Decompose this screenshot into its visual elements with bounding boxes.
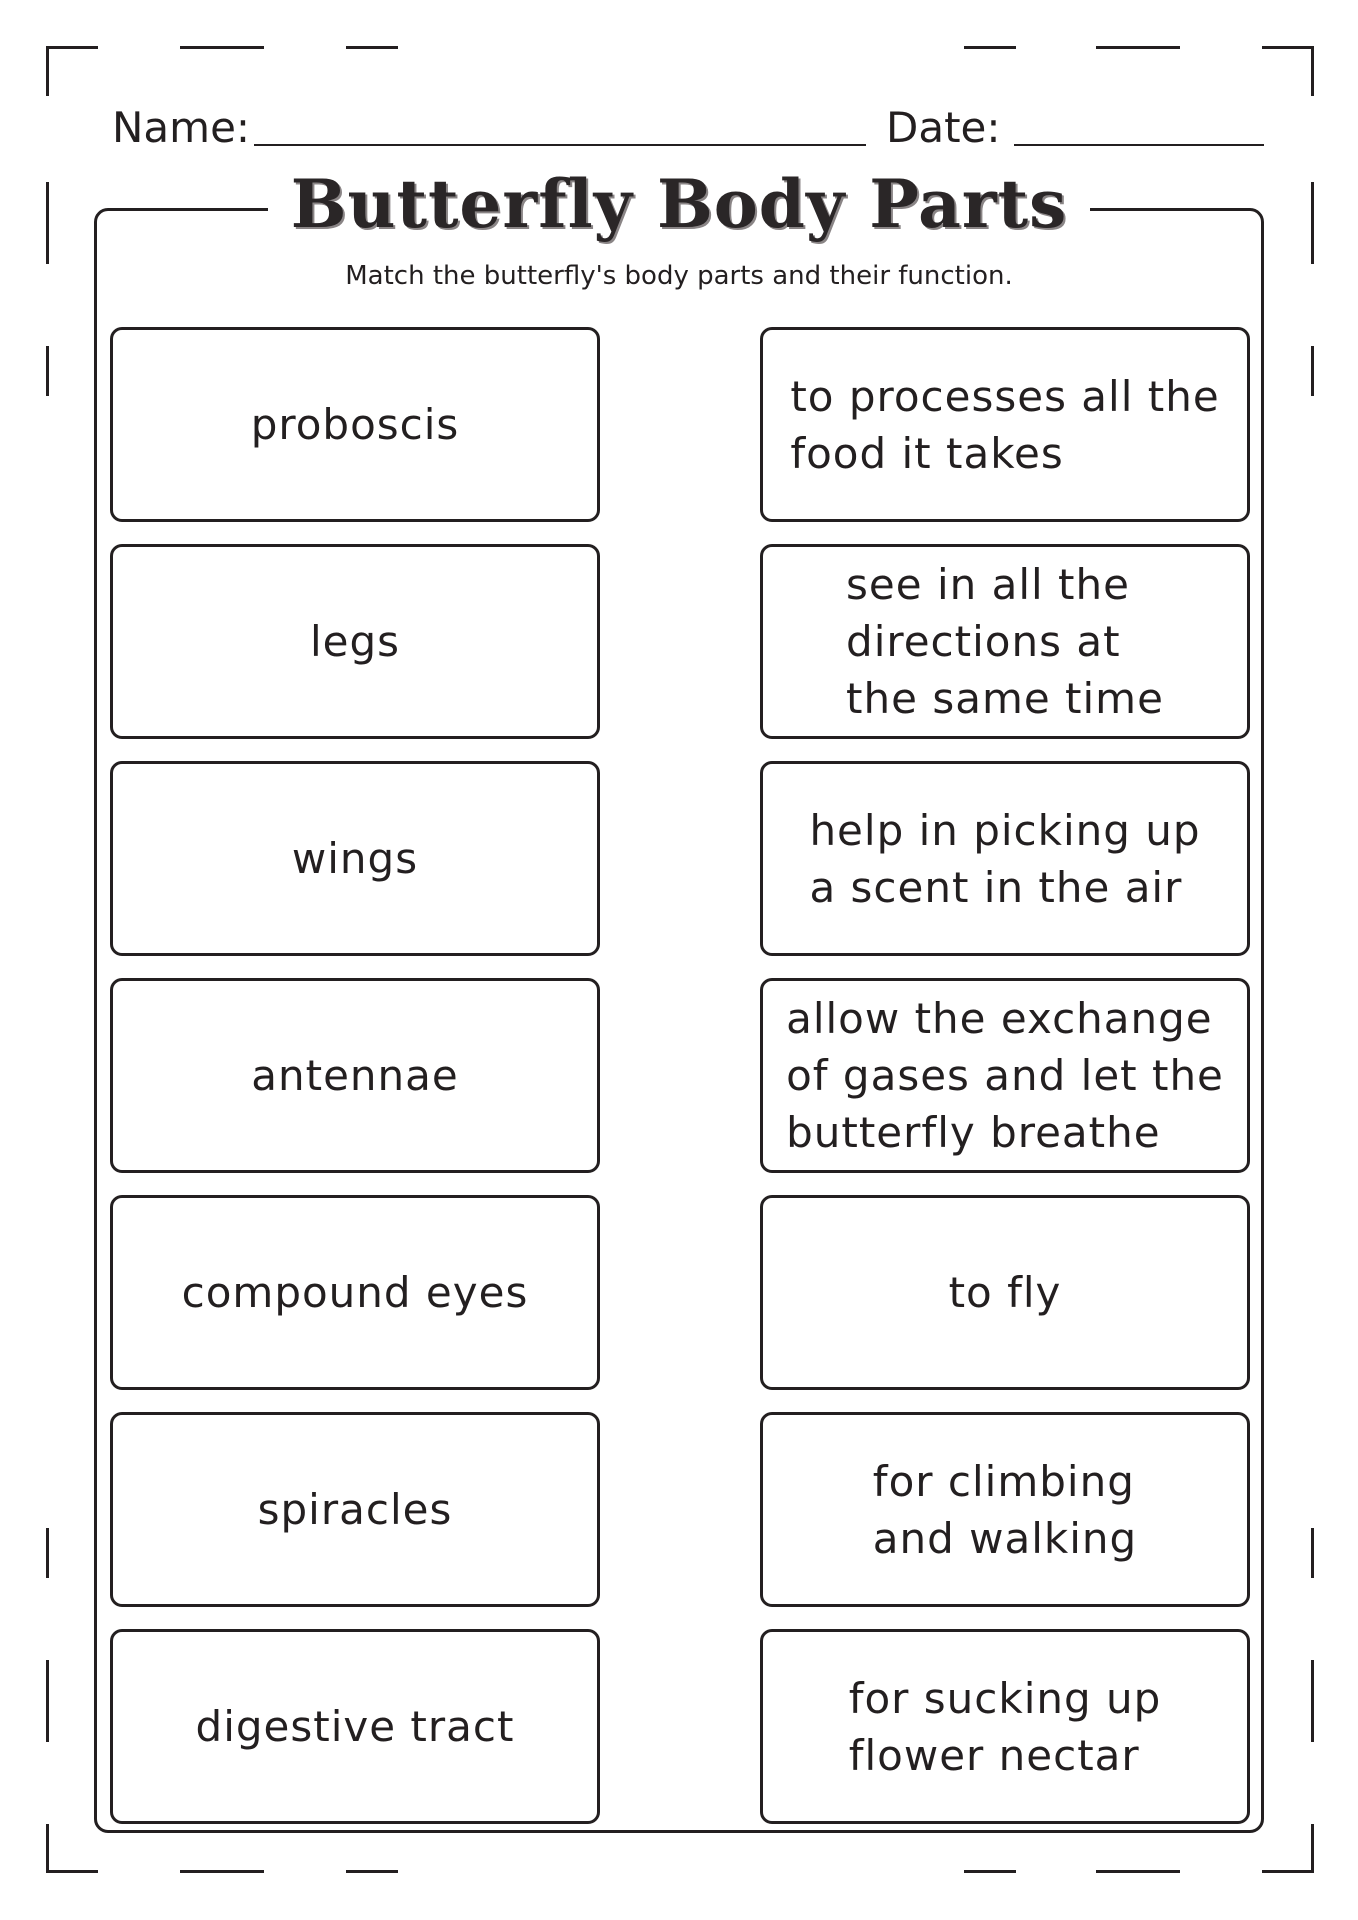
body-part-card[interactable] <box>110 1412 600 1607</box>
name-label: Name: <box>112 103 251 152</box>
cut-line-right <box>1311 1528 1314 1578</box>
body-part-label: antennae <box>251 1051 459 1100</box>
cut-line-top <box>1262 46 1314 49</box>
function-text: to processes all the food it takes <box>790 371 1220 478</box>
cut-line-bottom <box>964 1870 1016 1873</box>
cut-line-bottom <box>46 1870 98 1873</box>
function-card[interactable] <box>760 978 1250 1173</box>
function-text: allow the exchange of gases and let the butterfly breathe <box>786 994 1224 1157</box>
name-field-line[interactable] <box>254 144 866 146</box>
body-part-card[interactable] <box>110 978 600 1173</box>
body-part-card[interactable] <box>110 327 600 522</box>
body-part-card[interactable] <box>110 1195 600 1390</box>
function-card[interactable] <box>760 1195 1250 1390</box>
function-card[interactable] <box>760 327 1250 522</box>
function-text: for climbing and walking <box>872 1456 1138 1563</box>
cut-line-left <box>46 1528 49 1578</box>
cut-line-right <box>1311 182 1314 264</box>
body-part-label: wings <box>291 834 419 883</box>
body-part-label: legs <box>309 617 401 666</box>
cut-line-left <box>46 1824 49 1873</box>
cut-line-top <box>346 46 398 49</box>
function-text: see in all the directions at the same time <box>846 560 1164 723</box>
cut-line-bottom <box>1262 1870 1314 1873</box>
body-part-card[interactable] <box>110 1629 600 1824</box>
cut-line-left <box>46 346 49 396</box>
cut-line-left <box>46 46 49 96</box>
body-part-card[interactable] <box>110 544 600 739</box>
cut-line-right <box>1311 1660 1314 1742</box>
body-part-card[interactable] <box>110 761 600 956</box>
body-part-label: digestive tract <box>195 1702 515 1751</box>
function-card[interactable] <box>760 1412 1250 1607</box>
instructions: Match the butterfly's body parts and their function. <box>345 261 1013 291</box>
cut-line-left <box>46 182 49 264</box>
cut-line-bottom <box>180 1870 264 1873</box>
function-text: help in picking up a scent in the air <box>809 805 1201 912</box>
cut-line-top <box>46 46 98 49</box>
body-part-label: proboscis <box>250 400 460 449</box>
function-card[interactable] <box>760 761 1250 956</box>
cut-line-right <box>1311 46 1314 96</box>
cut-line-right <box>1311 1824 1314 1873</box>
cut-line-left <box>46 1660 49 1742</box>
cut-line-right <box>1311 346 1314 396</box>
function-text: for sucking up flower nectar <box>848 1673 1162 1780</box>
body-part-label: compound eyes <box>181 1268 529 1317</box>
cut-line-top <box>1096 46 1180 49</box>
cut-line-top <box>180 46 264 49</box>
cut-line-bottom <box>1096 1870 1180 1873</box>
body-part-label: spiracles <box>257 1485 453 1534</box>
date-field-line[interactable] <box>1014 144 1264 146</box>
date-label: Date: <box>886 103 1001 152</box>
function-card[interactable] <box>760 1629 1250 1824</box>
cut-line-top <box>964 46 1016 49</box>
page-title: Butterfly Body Parts <box>290 165 1068 243</box>
function-text: to fly <box>948 1268 1062 1317</box>
function-card[interactable] <box>760 544 1250 739</box>
cut-line-bottom <box>346 1870 398 1873</box>
